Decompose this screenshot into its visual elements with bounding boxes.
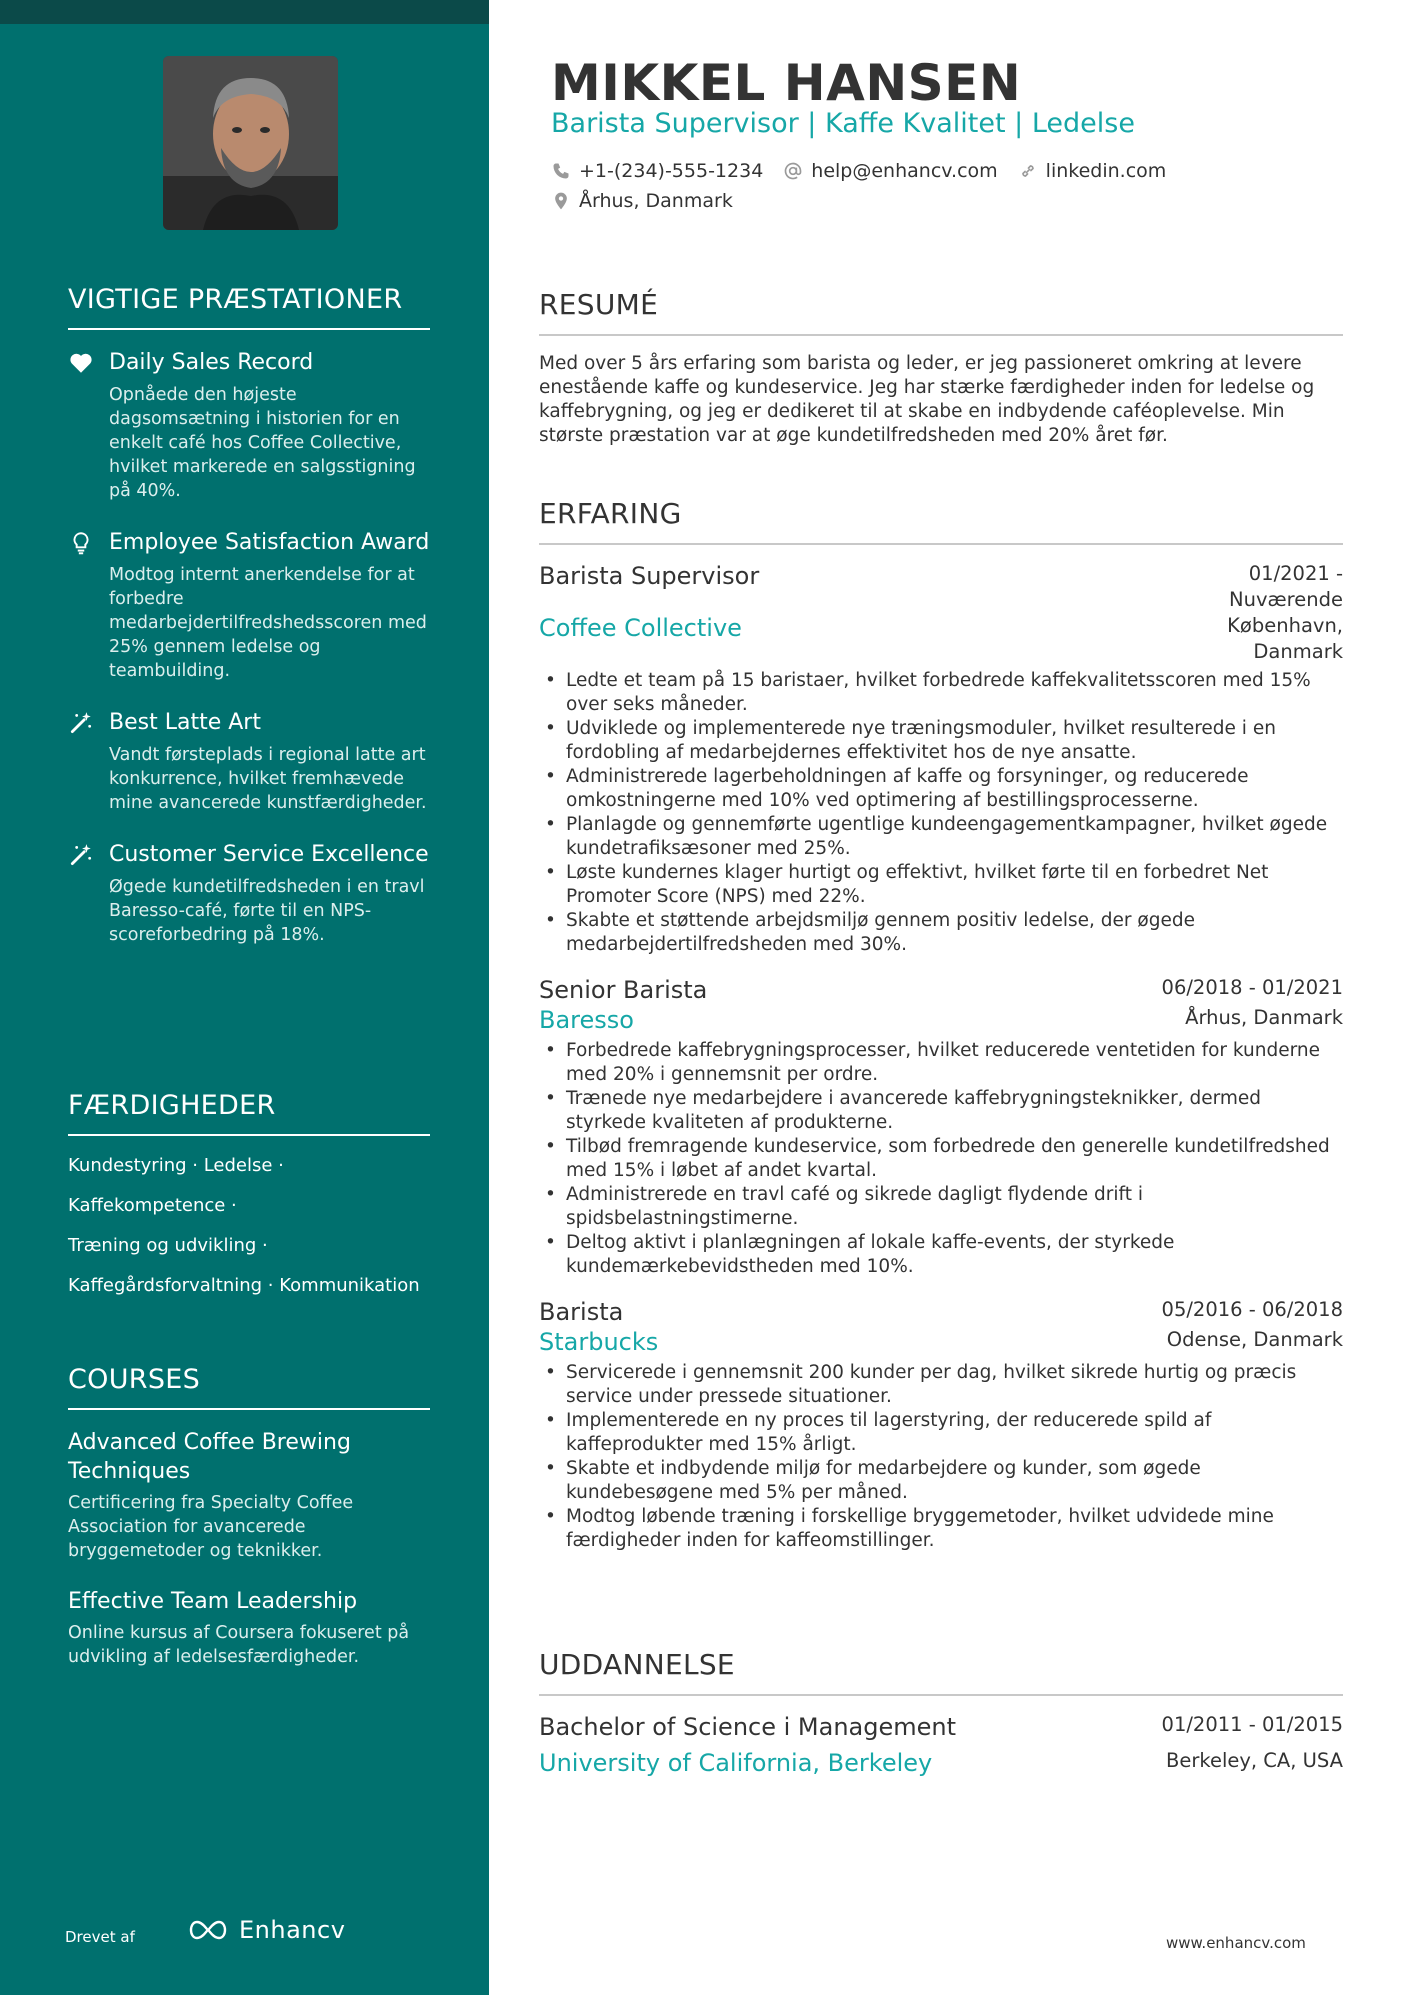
- job-bullet: • Modtog løbende træning i forskellige bryggemetoder, hvilket udvidede mine færdigheder inden for kaffeomstillinger.: [539, 1505, 1343, 1553]
- course-item: [68, 1428, 430, 1563]
- achievement-item: [68, 708, 430, 815]
- achievement-item: [68, 840, 430, 947]
- location-text: Århus, Danmark: [579, 190, 733, 212]
- courses-heading: COURSES: [68, 1364, 430, 1410]
- location-row: [551, 190, 753, 212]
- job-bullet: • Ledte et team på 15 baristaer, hvilket forbedrede kaffekvalitetsscoren med 15% over seks måneder.: [539, 669, 1343, 717]
- skills-section: [68, 1090, 430, 1314]
- job-title: Senior Barista: [539, 976, 708, 1004]
- location-pin-icon: [551, 191, 571, 211]
- job-location: Århus, Danmark: [1185, 1006, 1343, 1029]
- job-bullet: • Deltog aktivt i planlægningen af lokale kaffe-events, der styrkede kundemærkebevidstheden med 10%.: [539, 1231, 1343, 1279]
- sidebar-top-bar: [0, 0, 489, 24]
- job-company: Starbucks: [539, 1328, 659, 1356]
- job-bullet: • Udviklede og implementerede nye træningsmoduler, hvilket resulterede i en fordobling af medarbejdernes effektivitet hos de nye ansatte.: [539, 717, 1343, 765]
- job-bullet: • Trænede nye medarbejdere i avancerede kaffebrygningsteknikker, dermed styrkede kvaliteten af produkterne.: [539, 1087, 1343, 1135]
- job-company: Baresso: [539, 1006, 634, 1034]
- profile-photo: [163, 56, 338, 230]
- job-entry: [539, 975, 1343, 1279]
- education-degree: Bachelor of Science i Management: [539, 1713, 957, 1741]
- candidate-name: MIKKEL HANSEN: [551, 54, 1022, 112]
- job-date-line: Nuværende: [1229, 588, 1343, 611]
- achievement-desc: Øgede kundetilfredsheden i en travl Baresso-café, førte til en NPS-scoreforbedring på 18%.: [109, 877, 425, 945]
- job-bullet: • Tilbød fremragende kundeservice, som forbedrede den generelle kundetilfredshed med 15% i løbet af andet kvartal.: [539, 1135, 1343, 1183]
- job-date: [1229, 561, 1343, 613]
- job-bullet: • Servicerede i gennemsnit 200 kunder per dag, hvilket sikrede hurtig og præcis service under pressede situationer.: [539, 1361, 1343, 1409]
- job-entry: [539, 561, 1343, 957]
- education-location: Berkeley, CA, USA: [1165, 1749, 1343, 1772]
- magic-wand-icon: [68, 842, 94, 868]
- skill-line: Træning og udvikling ·: [68, 1235, 268, 1256]
- course-desc: Certificering fra Specialty Coffee Association for avancerede bryggemetoder og teknikker.: [68, 1493, 354, 1561]
- footer-url[interactable]: www.enhancv.com: [1166, 1934, 1306, 1952]
- achievement-desc: Vandt førsteplads i regional latte art konkurrence, hvilket fremhævede mine avancerede kunstfærdigheder.: [109, 745, 427, 813]
- phone-contact[interactable]: [551, 160, 763, 182]
- brand-name: Enhancv: [239, 1916, 346, 1944]
- skill-line: Kundestyring · Ledelse ·: [68, 1155, 284, 1176]
- education-heading: UDDANNELSE: [539, 1648, 1343, 1696]
- email-contact[interactable]: [783, 160, 997, 182]
- job-bullet: • Løste kundernes klager hurtigt og effektivt, hvilket førte til en forbedret Net Promoter Score (NPS) med 22%.: [539, 861, 1343, 909]
- achievement-title: Customer Service Excellence: [109, 842, 429, 867]
- lightbulb-icon: [68, 530, 94, 556]
- candidate-subtitle: Barista Supervisor | Kaffe Kvalitet | Ledelse: [551, 108, 1135, 139]
- job-date: 05/2016 - 06/2018: [1161, 1298, 1343, 1321]
- course-item: [68, 1587, 430, 1669]
- experience-section: [539, 497, 1343, 1571]
- achievement-title: Employee Satisfaction Award: [109, 530, 430, 555]
- courses-section: [68, 1364, 430, 1693]
- skills-heading: FÆRDIGHEDER: [68, 1090, 430, 1136]
- achievement-title: Best Latte Art: [109, 710, 261, 735]
- job-date: 06/2018 - 01/2021: [1161, 976, 1343, 999]
- achievement-item: [68, 348, 430, 503]
- infinity-logo-icon: [185, 1917, 231, 1943]
- job-bullet: • Forbedrede kaffebrygningsprocesser, hvilket reducerede ventetiden for kunderne med 20% i gennemsnit per ordre.: [539, 1039, 1343, 1087]
- link-icon: [1018, 161, 1038, 181]
- email-text: help@enhancv.com: [811, 160, 998, 182]
- achievement-desc: Modtog internt anerkendelse for at forbedre medarbejdertilfredshedsscoren med 25% gennem ledelse og teambuilding.: [109, 565, 427, 681]
- at-icon: [783, 161, 803, 181]
- course-title: Advanced Coffee Brewing Techniques: [68, 1430, 351, 1484]
- job-bullet: • Administrerede lagerbeholdningen af kaffe og forsyninger, og reducerede omkostningerne med 10% ved optimering af bestillingsprocesserne.: [539, 765, 1343, 813]
- job-bullets: [539, 669, 1343, 957]
- job-location-line: Danmark: [1253, 640, 1343, 663]
- education-section: [539, 1648, 1343, 1778]
- education-school: University of California, Berkeley: [539, 1749, 933, 1777]
- job-bullets: [539, 1039, 1343, 1279]
- summary-text: Med over 5 års erfaring som barista og leder, er jeg passioneret omkring at levere enestående kaffe og kundeservice. Jeg har stærke færdigheder inden for ledelse og kaffebrygning, og jeg er dedikeret til at skabe en indbydende caféoplevelse. Min største præstation var at øge kundetilfredsheden med 20% året før.: [539, 353, 1315, 446]
- summary-heading: RESUMÉ: [539, 288, 1343, 336]
- job-location: [1227, 613, 1343, 665]
- job-bullet: • Implementerede en ny proces til lagerstyring, der reducerede spild af kaffeprodukter med 15% årligt.: [539, 1409, 1343, 1457]
- achievements-section: [68, 284, 430, 972]
- skills-list: [68, 1154, 430, 1298]
- link-contact[interactable]: [1018, 160, 1167, 182]
- job-date-line: 01/2021 -: [1248, 562, 1343, 585]
- skill-line: Kaffekompetence ·: [68, 1195, 237, 1216]
- job-bullet: • Administrerede en travl café og sikrede dagligt flydende drift i spidsbelastningstimerne.: [539, 1183, 1343, 1231]
- job-bullet: • Planlagde og gennemførte ugentlige kundeengagementkampagner, hvilket øgede kundetrafiksæsoner med 25%.: [539, 813, 1343, 861]
- course-title: Effective Team Leadership: [68, 1589, 358, 1614]
- achievement-title: Daily Sales Record: [109, 350, 314, 375]
- sidebar: [0, 0, 489, 1995]
- job-location-line: København,: [1227, 614, 1343, 637]
- summary-section: [539, 288, 1343, 448]
- location-contact: [551, 190, 733, 212]
- job-bullet: • Skabte et indbydende miljø for medarbejdere og kunder, som øgede kundebesøgene med 5% per måned.: [539, 1457, 1343, 1505]
- heart-icon: [68, 350, 94, 376]
- experience-heading: ERFARING: [539, 497, 1343, 545]
- magic-wand-icon: [68, 710, 94, 736]
- job-title: Barista: [539, 1298, 624, 1326]
- job-location: Odense, Danmark: [1166, 1328, 1343, 1351]
- achievements-heading: VIGTIGE PRÆSTATIONER: [68, 284, 430, 330]
- phone-text: +1-(234)-555-1234: [579, 160, 764, 182]
- achievement-item: [68, 528, 430, 683]
- education-date: 01/2011 - 01/2015: [1161, 1713, 1343, 1736]
- course-desc: Online kursus af Coursera fokuseret på udvikling af ledelsesfærdigheder.: [68, 1623, 410, 1667]
- link-text: linkedin.com: [1045, 160, 1167, 182]
- enhancv-logo[interactable]: [185, 1916, 345, 1944]
- achievement-desc: Opnåede den højeste dagsomsætning i historien for en enkelt café hos Coffee Collective, hvilket markerede en salgsstigning på 40%.: [109, 385, 416, 501]
- skill-line: Kaffegårdsforvaltning · Kommunikation: [68, 1275, 420, 1296]
- job-entry: [539, 1297, 1343, 1553]
- contact-row: [551, 160, 1186, 182]
- job-bullet: • Skabte et støttende arbejdsmiljø gennem positiv ledelse, der øgede medarbejdertilfredsheden med 30%.: [539, 909, 1343, 957]
- job-title: Barista Supervisor: [539, 562, 760, 590]
- phone-icon: [551, 161, 571, 181]
- powered-by-label: Drevet af: [65, 1928, 135, 1946]
- job-bullets: [539, 1361, 1343, 1553]
- job-company: Coffee Collective: [539, 614, 742, 642]
